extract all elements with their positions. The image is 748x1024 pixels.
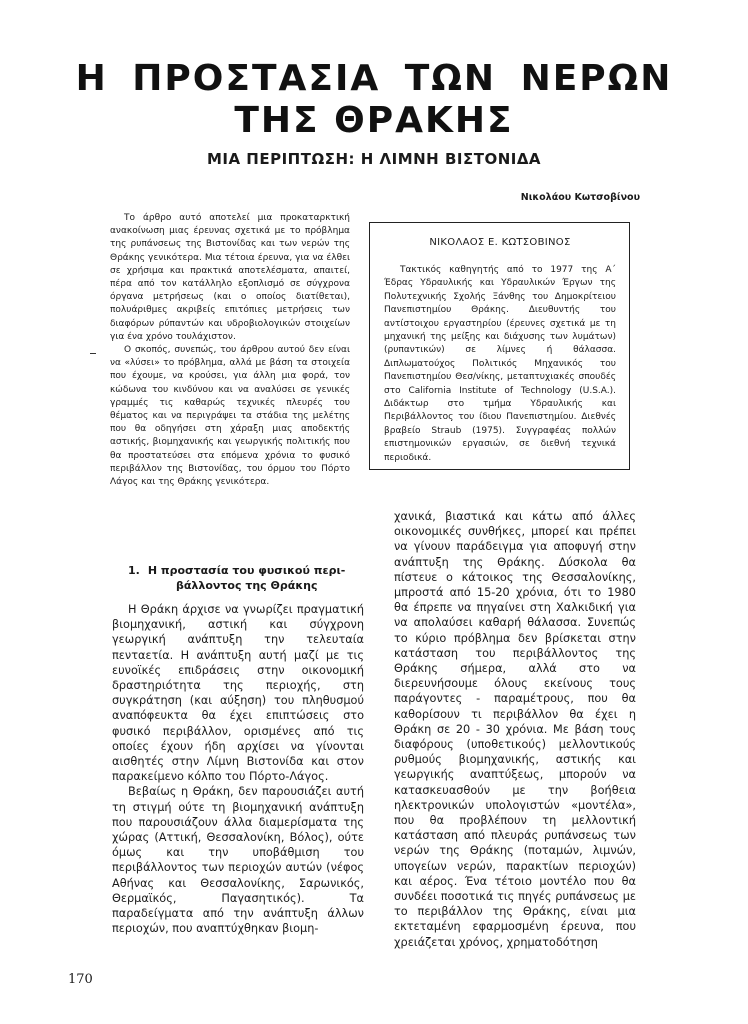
section-heading-line2: βάλλοντος της Θράκης [176,579,318,592]
article-title-line1: Η ΠΡΟΣΤΑΣΙΑ ΤΩΝ ΝΕΡΩΝ [75,58,673,99]
bio-author-name: ΝΙΚΟΛΑΟΣ Ε. ΚΩΤΣΟΒΙΝΟΣ [429,237,571,248]
body-left-paragraph-2: Βεβαίως η Θράκη, δεν παρουσιάζει αυτή τη στιγμή ούτε τη βιομηχανική ανάπτυξη που παρουσιάζουν άλλα διαμερίσματα της χώρας (Αττική, Θεσσαλονίκη, Βόλος), ούτε όμως και την υποβάθμιση του περιβάλλοντος των περιοχών αυτών (νέφος Αθήνας και Θεσσαλονίκης, Σαρωνικός, Θερμαϊκός, Παγασητικός). Τα παραδείγματα από την ανάπτυξη άλλων περιοχών, που αναπτύχθηκαν βιομη- [112,785,364,936]
margin-dash [90,353,96,354]
bio-text: Τακτικός καθηγητής από το 1977 της Α΄ Έδρας Υδραυλικής και Υδραυλικών Έργων της Πολυτεχνικής Σχολής Ξάνθης του Δημοκρίτειου Πανεπιστημίου Θράκης. Διευθυντής του αντίστοιχου εργαστηρίου (έρευνες σχετικά με τη μηχανική της μείξης και διάχυσης των λυμάτων) (ρυπαντικών) σε λίμνες ή θάλασσα. Διπλωματούχος Πολιτικός Μηχανικός του Πανεπιστημίου Θεσ/νίκης, μεταπτυχιακές σπουδές στο California Institute of Technology (U.S.A.). Διδάκτωρ στο τμήμα Υδραυλικής και Περιβάλλοντος του ίδιου Πανεπιστημίου. Διεθνές βραβείο Straub (1975). Συγγραφέας πολλών επιστημονικών εργασιών, σε διεθνή τεχνικά περιοδικά. [384,265,616,463]
author-byline: Νικολάου Κωτσοβίνου [520,192,640,203]
body-column-left [112,602,364,936]
section-number: 1. [128,564,140,577]
abstract-paragraph-2: Ο σκοπός, συνεπώς, του άρθρου αυτού δεν είναι να «λύσει» το πρόβλημα, αλλά με βάση τα στοιχεία που έχουμε, να κρούσει, για άλλη μια φορά, τον κώδωνα του κινδύνου και να αναλύσει σε γενικές γραμμές τις καθαρώς τεχνικές πλευρές του θέματος και να περιγράψει τα στάδια της μελέτης που θα οδηγήσει στη χάραξη μιας αποδεκτής αστικής, βιομηχανικής και γεωργικής πολιτικής που θα προστατεύσει στα επόμενα χρόνια το φυσικό περιβάλλον της Βιστονίδας, του όρμου του Πόρτο Λάγος και της Θράκης γενικότερα. [110,345,350,488]
section-heading [128,563,358,593]
body-column-right [394,509,636,950]
abstract-block [110,212,350,489]
article-title-line2: ΤΗΣ ΘΡΑΚΗΣ [234,100,514,141]
body-right-paragraph-1: χανικά, βιαστικά και κάτω από άλλες οικονομικές συνθήκες, μπορεί και πρέπει να γίνουν παράδειγμα για αποφυγή στην ανάπτυξη της Θράκης. Δύσκολα θα πίστευε ο κάτοικος της Θεσσαλονίκης, μπροστά από 15-20 χρόνια, ότι το 1980 θα έπρεπε να πηγαίνει στη Χαλκιδική για να απολαύσει καθαρή θάλασσα. Συνεπώς το κύριο πρόβλημα δεν βρίσκεται στην κατάσταση του περιβάλλοντος της Θράκης σήμερα, αλλά στο να διερευνήσουμε όλους εκείνους τους παράγοντες - παραμέτρους, που θα καθορίσουν τι περιβάλλον θα έχει η Θράκη σε 20 - 30 χρόνια. Με βάση τους διαφόρους (υποθετικούς) μελλοντικούς ρυθμούς βιομηχανικής, αστικής και γεωργικής αναπτύξεως, μπορούν να κατασκευασθούν με την βοήθεια ηλεκτρονικών υπολογιστών «μοντέλα», που θα προβλέπουν τη μελλοντική κατάσταση από πλευράς ρυπάνσεως των νερών της Θράκης (ποταμών, λιμνών, υπογείων νερών, παρακτίων περιοχών) και αέρος. Ένα τέτοιο μοντέλο που θα συνδέει ποσοτικά τις πηγές ρυπάνσεως με το περιβάλλον της Θράκης, είναι μια εκτεταμένη εφαρμοσμένη έρευνα, που χρειάζεται χρόνος, χρηματοδότηση [394,510,636,949]
author-bio-box [369,222,630,470]
page-number: 170 [68,972,93,987]
article-subtitle: ΜΙΑ ΠΕΡΙΠΤΩΣΗ: Η ΛΙΜΝΗ ΒΙΣΤΟΝΙΔΑ [206,150,542,168]
body-left-paragraph-1: Η Θράκη άρχισε να γνωρίζει πραγματική βιομηχανική, αστική και σύγχρονη γεωργική ανάπτυξη την τελευταία πενταετία. Η ανάπτυξη αυτή μαζί με τις ευνοϊκές επιδράσεις στην οικονομική δραστηριότητα της περιοχής, στη συγκράτηση (και αύξηση) του πληθυσμού αναπόφευκτα θα έχει επιπτώσεις στο φυσικό περιβάλλον, ορισμένες από τις οποίες έχουν ήδη αρχίσει να γίνονται αισθητές στην Λίμνη Βιστονίδα και στον παρακείμενο κόλπο του Πόρτο-Λάγος. [112,603,364,784]
abstract-paragraph-1: Το άρθρο αυτό αποτελεί μια προκαταρκτική ανακοίνωση μιας έρευνας σχετικά με το πρόβλημα της ρυπάνσεως της Βιστονίδας και των νερών της Θράκης γενικότερα. Μια τέτοια έρευνα, για να έλθει σε χρήσιμα και πρακτικά αποτελέσματα, απαιτεί, πέρα από τον κατάλληλο εξοπλισμό σε σύγχρονα όργανα μετρήσεως (και ο οποίος διατίθεται), πολυάριθμες ακριβείς επιτόπιες μετρήσεις των διαφόρων ρύπαντών και υδροβιολογικών στοιχείων για ένα χρόνο τουλάχιστον. [110,213,350,342]
section-heading-line1: Η προστασία του φυσικού περι- [147,564,346,577]
